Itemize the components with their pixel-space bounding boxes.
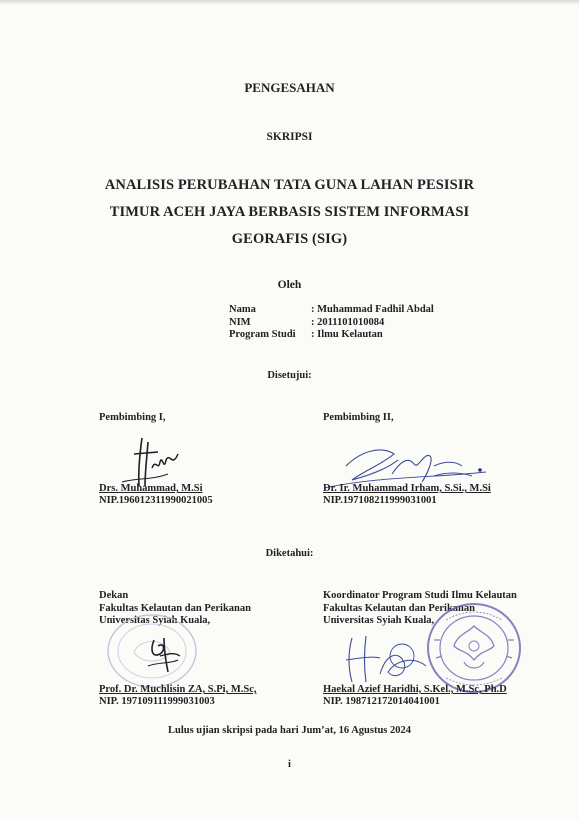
coordinator-line: Koordinator Program Studi Ilmu Kelautan [323,590,517,601]
field-key: NIM [229,316,251,328]
author-name-row [229,304,434,317]
field-value: : Muhammad Fadhil Abdal [311,304,434,315]
field-value: : Ilmu Kelautan [311,329,383,340]
author-program-row [229,329,434,342]
advisor1-nip: NIP.196012311990021005 [99,495,213,506]
coordinator-line: Fakultas Kelautan dan Perikanan [323,602,475,614]
title-line: ANALISIS PERUBAHAN TATA GUNA LAHAN PESISIR [104,177,475,193]
field-key: Program Studi [229,329,296,340]
coordinator-line: Universitas Syiah Kuala, [323,615,435,626]
advisor2-name: Dr. Ir. Muhammad Irham, S.Si., M.Si [323,483,491,494]
field-value: : 2011101010084 [311,316,385,328]
dean-line: Universitas Syiah Kuala, [99,615,211,626]
advisor1-name: Drs. Muhammad, M.Si [99,483,203,494]
scan-edge [0,0,579,5]
dean-signature [140,632,190,678]
coordinator-nip: NIP. 198712172014041001 [323,696,440,707]
document-type: SKRIPSI [266,131,313,143]
advisor2-nip: NIP.197108211999031001 [323,495,437,506]
acknowledged-label: Diketahui: [265,548,314,559]
approved-label: Disetujui: [267,370,312,381]
page-number: i [288,759,291,770]
dean-nip: NIP. 197109111999031003 [99,696,215,707]
advisor2-role: Pembimbing II, [323,412,394,423]
author-info [229,304,434,342]
author-nim-row [229,317,434,330]
title-line: TIMUR ACEH JAYA BERBASIS SISTEM INFORMASI [109,204,470,220]
dean-name: Prof. Dr. Muchlisin ZA, S.Pi, M.Sc, [99,684,257,695]
title-line: GEORAFIS (SIG) [231,231,348,247]
advisor1-signature [112,432,192,490]
graduation-statement: Lulus ujian skripsi pada hari Jum’at, 16 Agustus 2024 [167,725,412,736]
dean-line: Fakultas Kelautan dan Perikanan [99,602,251,614]
advisor1-role: Pembimbing I, [99,412,166,423]
dean-line: Dekan [99,590,129,601]
by-label: Oleh [277,279,302,291]
thesis-title [0,172,579,253]
field-key: Nama [229,304,256,315]
page-heading: PENGESAHAN [244,80,335,95]
coordinator-name: Haekal Azief Haridhi, S.Kel., M.Sc, Ph.D [323,684,507,695]
